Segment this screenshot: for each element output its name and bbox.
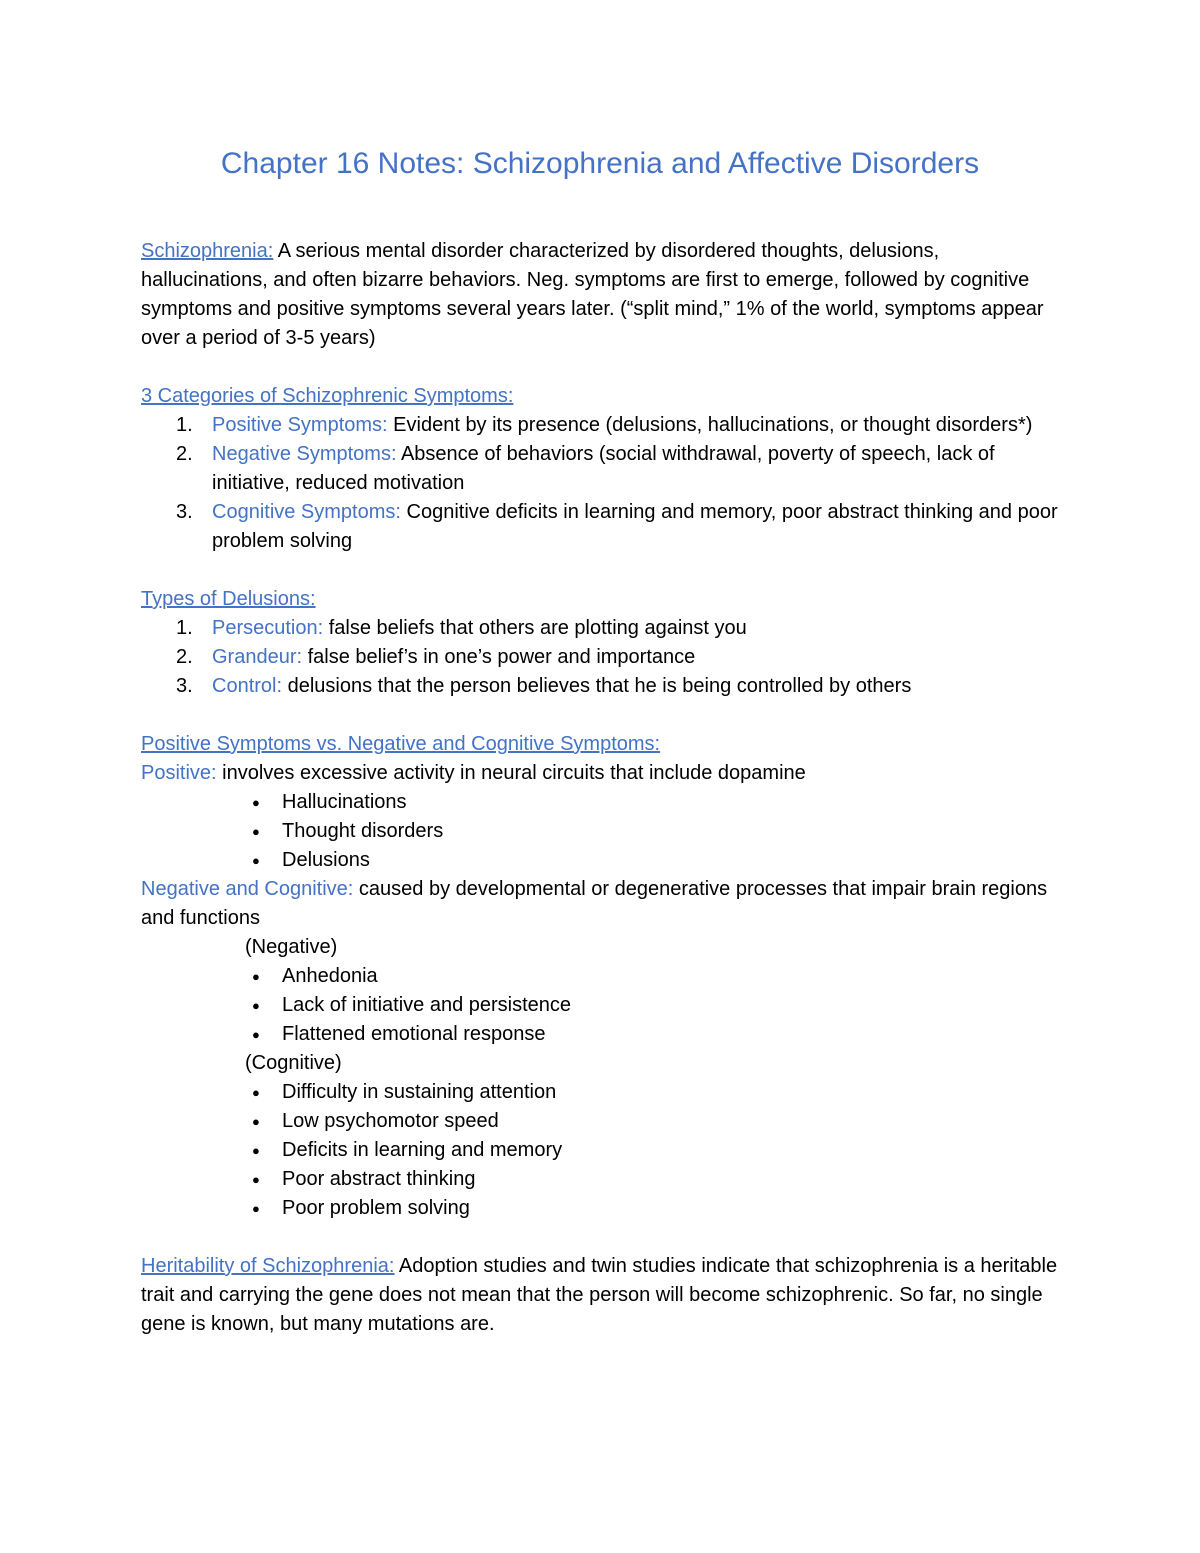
list-item: ● Flattened emotional response xyxy=(141,1020,1066,1049)
delusion-text: delusions that the person believes that he is being controlled by others xyxy=(287,675,912,697)
schizophrenia-definition xyxy=(141,237,1066,353)
delusions-list xyxy=(141,614,1066,701)
list-item: ● Anhedonia xyxy=(141,962,1066,991)
list-item: ● Poor abstract thinking xyxy=(141,1165,1066,1194)
category-text: Absence of behaviors (social withdrawal, poverty of speech, lack of initiative, reduced motivation xyxy=(212,443,995,494)
schizophrenia-term: Schizophrenia: xyxy=(141,240,274,262)
positive-term: Positive: xyxy=(141,762,217,784)
list-item xyxy=(141,614,1066,643)
cognitive-bullets xyxy=(141,1078,1066,1223)
negative-cognitive-text: caused by developmental or degenerative processes that impair brain regions and functions xyxy=(141,878,1048,929)
categories-list xyxy=(141,411,1066,556)
category-text: Evident by its presence (delusions, hallucinations, or thought disorders*) xyxy=(393,414,1033,436)
list-item: ● Low psychomotor speed xyxy=(141,1107,1066,1136)
list-item: ● Deficits in learning and memory xyxy=(141,1136,1066,1165)
list-item: ● Thought disorders xyxy=(141,817,1066,846)
document-body xyxy=(141,237,1066,1339)
heritability-term: Heritability of Schizophrenia: xyxy=(141,1255,395,1277)
list-item: ● Difficulty in sustaining attention xyxy=(141,1078,1066,1107)
categories-heading: 3 Categories of Schizophrenic Symptoms: xyxy=(141,385,514,407)
delusions-heading: Types of Delusions: xyxy=(141,588,316,610)
list-item: ● Hallucinations xyxy=(141,788,1066,817)
negative-cognitive-paragraph xyxy=(141,875,1066,933)
category-text: Cognitive deficits in learning and memory, poor abstract thinking and poor problem solving xyxy=(212,501,1058,552)
list-item xyxy=(141,498,1066,556)
cognitive-label: (Cognitive) xyxy=(245,1052,342,1074)
schizophrenia-text: A serious mental disorder characterized by disordered thoughts, delusions, hallucinations, and often bizarre behaviors. Neg. symptoms are first to emerge, followed by cognitive symptoms and positive symptoms several years later. (“split mind,” 1% of the world, symptoms appear over a period of 3-5 years) xyxy=(141,240,1044,349)
spacer xyxy=(141,701,1066,730)
delusion-term: Persecution: xyxy=(212,617,324,639)
delusion-text: false belief’s in one’s power and importance xyxy=(307,646,696,668)
list-item xyxy=(141,672,1066,701)
spacer xyxy=(141,1223,1066,1252)
negative-cognitive-term: Negative and Cognitive: xyxy=(141,878,354,900)
negative-label: (Negative) xyxy=(245,936,338,958)
heritability-text: Adoption studies and twin studies indicate that schizophrenia is a heritable trait and carrying the gene does not mean that the person will become schizophrenic. So far, no single gene is known, but many mutations are. xyxy=(141,1255,1058,1335)
delusion-term: Grandeur: xyxy=(212,646,303,668)
positive-text: involves excessive activity in neural circuits that include dopamine xyxy=(222,762,806,784)
list-item: ● Poor problem solving xyxy=(141,1194,1066,1223)
comparison-heading: Positive Symptoms vs. Negative and Cognitive Symptoms: xyxy=(141,733,661,755)
list-item: ● Delusions xyxy=(141,846,1066,875)
category-term: Negative Symptoms: xyxy=(212,443,397,465)
positive-paragraph xyxy=(141,759,1066,788)
page-title: Chapter 16 Notes: Schizophrenia and Affective Disorders xyxy=(220,147,980,180)
heritability-paragraph xyxy=(141,1252,1066,1339)
spacer xyxy=(141,556,1066,585)
list-item xyxy=(141,440,1066,498)
positive-bullets xyxy=(141,788,1066,875)
delusion-term: Control: xyxy=(212,675,283,697)
category-term: Positive Symptoms: xyxy=(212,414,388,436)
delusion-text: false beliefs that others are plotting against you xyxy=(328,617,747,639)
negative-bullets xyxy=(141,962,1066,1049)
list-item xyxy=(141,643,1066,672)
spacer xyxy=(141,353,1066,382)
category-term: Cognitive Symptoms: xyxy=(212,501,401,523)
list-item: ● Lack of initiative and persistence xyxy=(141,991,1066,1020)
list-item xyxy=(141,411,1066,440)
